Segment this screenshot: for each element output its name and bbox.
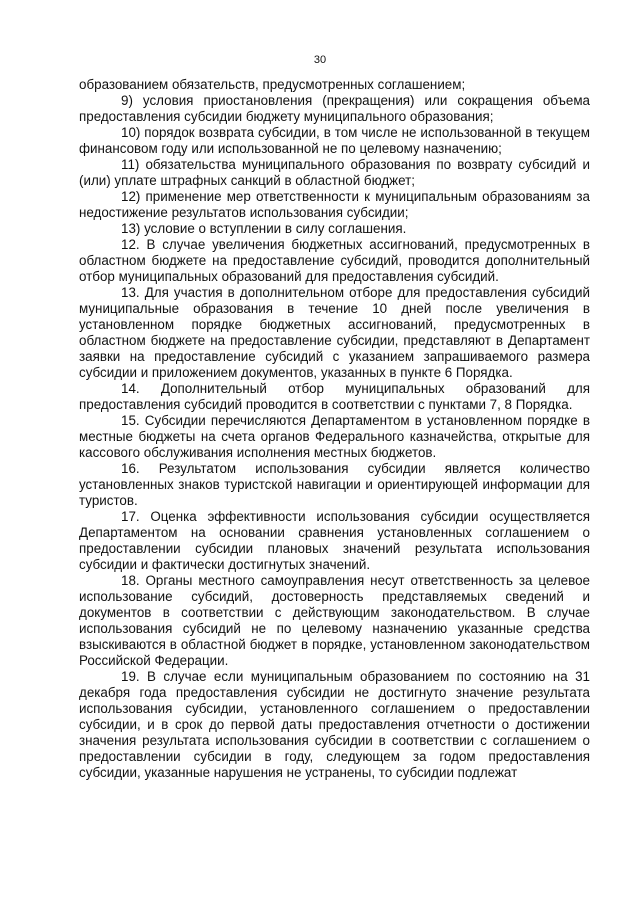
paragraph-section-16: 16. Результатом использования субсидии является количество установленных знаков туристской навигации и ориентирующей информации для туристов.: [79, 461, 590, 508]
page-number: 30: [313, 54, 327, 66]
document-body: [79, 77, 590, 781]
paragraph-section-14: 14. Дополнительный отбор муниципальных образований для предоставления субсидий проводится в соответствии с пунктами 7, 8 Порядка.: [79, 381, 590, 412]
paragraph-item-12: 12) применение мер ответственности к муниципальным образованиям за недостижение результатов использования субсидии;: [79, 189, 590, 220]
paragraph-section-19: 19. В случае если муниципальным образованием по состоянию на 31 декабря года предоставления субсидии не достигнуто значение результата использования субсидии, установленного соглашением о предоставлении субсидии, и в срок до первой даты предоставления отчетности о достижении значения результата использования субсидии в соответствии с соглашением о предоставлении субсидии в году, следующем за годом предоставления субсидии, указанные нарушения не устранены, то субсидии подлежат: [79, 669, 590, 780]
paragraph-continuation: образованием обязательств, предусмотренных соглашением;: [79, 77, 466, 92]
paragraph-section-12: 12. В случае увеличения бюджетных ассигнований, предусмотренных в областном бюджете на предоставление субсидий, проводится дополнительный отбор муниципальных образований для предоставления субсидий.: [79, 237, 590, 284]
paragraph-item-13: 13) условие о вступлении в силу соглашения.: [121, 221, 407, 236]
paragraph-section-15: 15. Субсидии перечисляются Департаментом в установленном порядке в местные бюджеты на счета органов Федерального казначейства, открытые для кассового обслуживания исполнения местных бюджетов.: [79, 413, 590, 460]
paragraph-section-17: 17. Оценка эффективности использования субсидии осуществляется Департаментом на основании сравнения установленных соглашением о предоставлении субсидии плановых значений результата использования субсидии и фактически достигнутых значений.: [79, 509, 590, 572]
paragraph-section-18: 18. Органы местного самоуправления несут ответственность за целевое использование субсидий, достоверность представляемых сведений и документов в соответствии с действующим законодательством. В случае использования субсидий не по целевому назначению указанные средства взыскиваются в областной бюджет в порядке, установленном законодательством Российской Федерации.: [79, 573, 590, 668]
paragraph-item-11: 11) обязательства муниципального образования по возврату субсидий и (или) уплате штрафных санкций в областной бюджет;: [79, 157, 590, 188]
paragraph-section-13: 13. Для участия в дополнительном отборе для предоставления субсидий муниципальные образования в течение 10 дней после увеличения в установленном порядке бюджетных ассигнований, предусмотренных в областном бюджете на предоставление субсидии, представляют в Департамент заявки на предоставление субсидий с указанием запрашиваемого размера субсидии и приложением документов, указанных в пункте 6 Порядка.: [79, 285, 590, 380]
paragraph-item-10: 10) порядок возврата субсидии, в том числе не использованной в текущем финансовом году или использованной не по целевому назначению;: [79, 125, 590, 156]
paragraph-item-9: 9) условия приостановления (прекращения) или сокращения объема предоставления субсидии бюджету муниципального образования;: [79, 93, 590, 124]
